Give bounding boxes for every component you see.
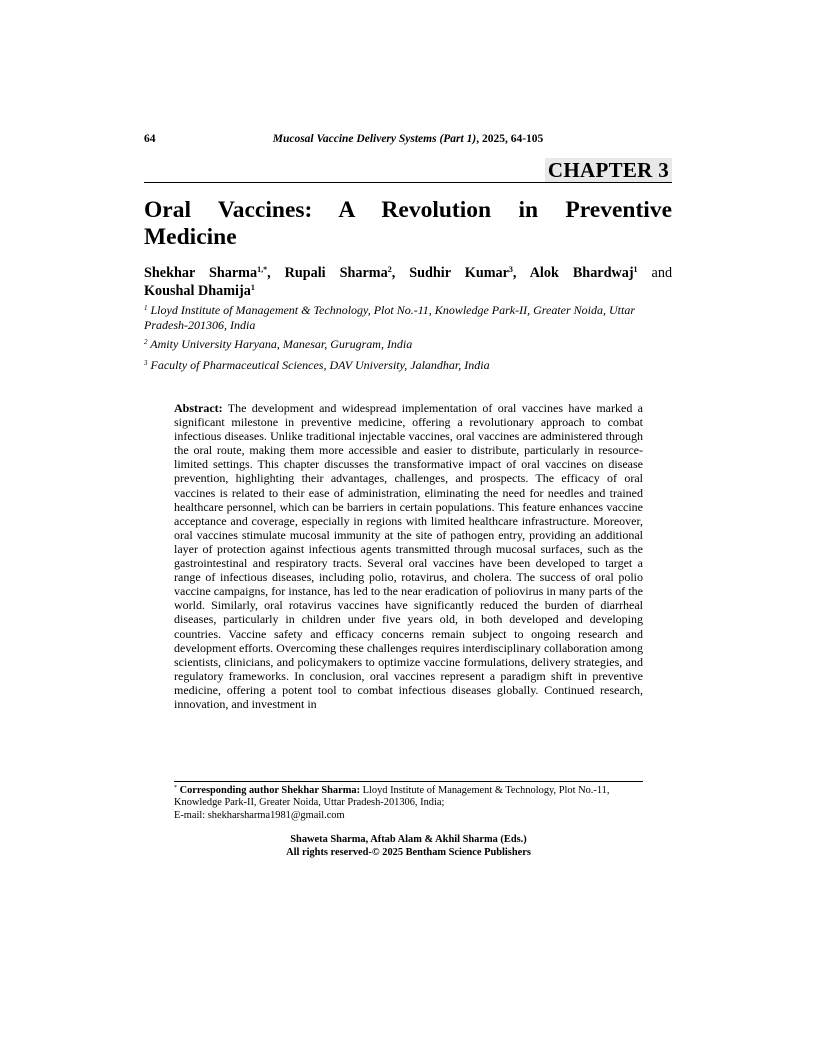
authors-and: and (651, 265, 673, 281)
abstract-text: The development and widespread implementation of oral vaccines have marked a significant milestone in preventive medicine, offering a revolutionary approach to combat infectious diseases. Unlike traditional injectable vaccines, oral vaccines are administered through the oral route, making them more accessible and easier to distribute, particularly in resource-limited settings. This chapter discusses the transformative impact of oral vaccines on disease prevention, highlighting their advantages, challenges, and prospects. The efficacy of oral vaccines is related to their ease of administration, eliminating the need for needles and trained healthcare personnel, which can be barriers in certain populations. This feature enhances vaccine acceptance and coverage, especially in regions with limited healthcare infrastructure. Moreover, oral vaccines stimulate mucosal immunity at the site of pathogen entry, providing an additional layer of protection against infectious agents transmitted through mucosal surfaces, such as the gastrointestinal and respiratory tracts. Several oral vaccines have been developed to target a range of infectious diseases, including polio, rotavirus, and cholera. The success of oral polio vaccine campaigns, for instance, has led to the near eradication of poliovirus in many parts of the world. Similarly, oral rotavirus vaccines have significantly reduced the burden of diarrheal diseases, particularly in children under five years old, in both developed and developing countries. Vaccine safety and efficacy concerns remain subject to ongoing research and development efforts. Overcoming these challenges requires interdisciplinary collaboration among scientists, clinicians, and policymakers to optimize vaccine formulations, delivery strategies, and regulatory frameworks. In conclusion, oral vaccines represent a paradigm shift in preventive medicine, offering a potent tool to combat infectious diseases globally. Continued research, innovation, and investment in (174, 401, 643, 711)
abstract (174, 401, 643, 711)
footnote-rule (174, 781, 643, 782)
author-list: Shekhar Sharma$^{1,*}$, Rupali Sharma$^2$, Sudhir Kumar$^3$, Alok Bhardwaj$^1$ and Koushal Dhamija$^1$ (144, 265, 673, 299)
author-name: Shekhar Sharma (144, 265, 258, 281)
author-name: Rupali Sharma (284, 265, 388, 281)
footnote-label: Corresponding author Shekhar Sharma: (179, 785, 361, 796)
abstract-label: Abstract: (174, 401, 223, 415)
affiliation: $^2$ Amity University Haryana, Manesar, Gurugram, India (144, 337, 413, 351)
author-name: Koushal Dhamija (144, 283, 251, 299)
editors-line: Shaweta Sharma, Aftab Alam & Akhil Sharma (Eds.) (290, 834, 527, 845)
affiliation: $^1$ Lloyd Institute of Management & Technology, Plot No.-11, Knowledge Park-II, Greater Noida, Uttar Pradesh-201306, India (144, 303, 636, 332)
chapter-label: CHAPTER 3 (545, 158, 672, 182)
running-header (144, 133, 672, 145)
author-affil-mark: 1 (250, 283, 255, 292)
author-affil-mark: 1 (633, 265, 638, 274)
title-line-1: Oral Vaccines: A Revolution in Preventive (144, 197, 672, 223)
journal-issue: , 2025, 64-105 (476, 133, 544, 145)
author-affil-mark: 3 (508, 265, 513, 274)
copyright-line: All rights reserved-© 2025 Bentham Science Publishers (286, 847, 531, 858)
chapter-title (144, 197, 672, 251)
footnote-email: E-mail: shekharsharma1981@gmail.com (174, 809, 345, 821)
author-affil-mark: 2 (387, 265, 392, 274)
title-line-2: Medicine (144, 224, 237, 250)
footnote: * Corresponding author Shekhar Sharma: Lloyd Institute of Management & Technology, Plot No.-11, Knowledge Park-II, Greater Noida, Uttar Pradesh-201306, India; E-mail: shekharsharma1981@gmail.com (174, 785, 610, 821)
header-rule (144, 182, 672, 183)
editors-credit (174, 833, 643, 859)
page-number: 64 (144, 133, 156, 145)
author-name: Sudhir Kumar (409, 265, 509, 281)
journal-title: Mucosal Vaccine Delivery Systems (Part 1) (272, 133, 477, 145)
affiliation: $^3$ Faculty of Pharmaceutical Sciences, DAV University, Jalandhar, India (144, 358, 490, 372)
footnote-text: Lloyd Institute of Management & Technology, Plot No.-11, Knowledge Park-II, Greater Noida, Uttar Pradesh-201306, India; (174, 785, 610, 809)
author-affil-mark: 1,* (257, 265, 268, 274)
author-name: Alok Bhardwaj (529, 265, 634, 281)
